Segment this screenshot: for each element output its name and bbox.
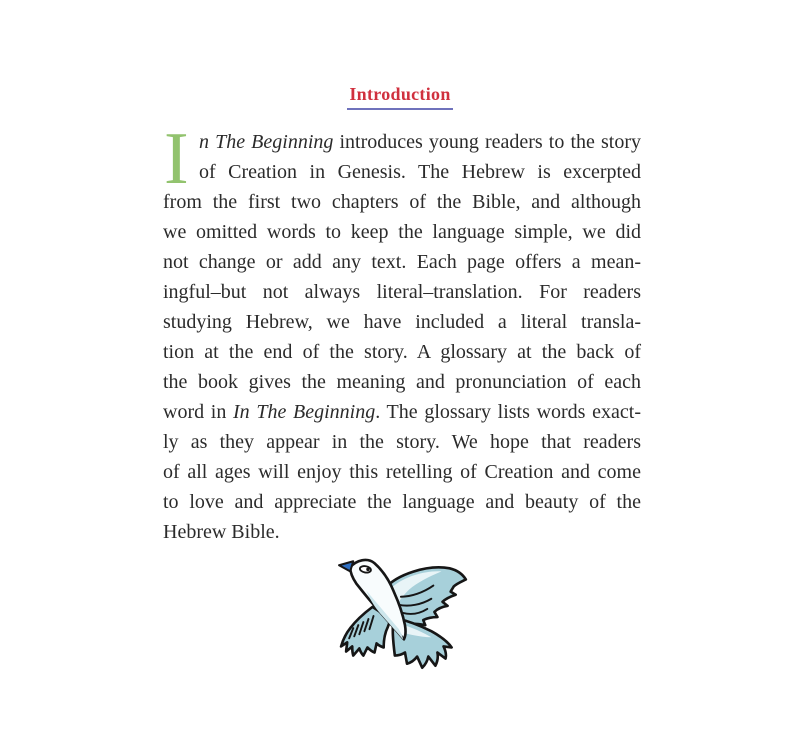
line-text: introduces young readers to the story bbox=[333, 131, 641, 153]
paragraph-line bbox=[163, 217, 641, 247]
line-text: we omitted words to keep the language simple, we did bbox=[163, 221, 641, 243]
line-text: the book gives the meaning and pronunciation of each bbox=[163, 371, 641, 393]
line-text: word in bbox=[163, 401, 234, 423]
book-title-italic: In The Beginning bbox=[233, 401, 376, 423]
line-text: of all ages will enjoy this retelling of Creation and come bbox=[163, 461, 641, 483]
paragraph-line bbox=[163, 457, 641, 487]
line-text: to love and appreciate the language and beauty of the bbox=[163, 491, 641, 513]
section-title: Introduction bbox=[347, 84, 452, 110]
section-heading bbox=[0, 84, 800, 110]
paragraph-line bbox=[163, 247, 641, 277]
book-title-italic: n The Beginning bbox=[199, 131, 334, 153]
line-text: of Creation in Genesis. The Hebrew is excerpted bbox=[199, 161, 641, 183]
paragraph-line bbox=[163, 517, 641, 547]
introduction-paragraph bbox=[163, 118, 641, 547]
bird-beak bbox=[339, 561, 353, 571]
paragraph-line bbox=[163, 367, 641, 397]
line-text: studying Hebrew, we have included a literal transla- bbox=[163, 311, 641, 333]
line-text: . The glossary lists words exact- bbox=[375, 401, 641, 423]
paragraph-line bbox=[163, 307, 641, 337]
line-text: from the first two chapters of the Bible, and although bbox=[163, 191, 641, 213]
paragraph-line bbox=[163, 157, 641, 187]
paragraph-line bbox=[163, 187, 641, 217]
paragraph-line bbox=[163, 277, 641, 307]
line-text: Hebrew Bible. bbox=[163, 521, 280, 543]
line-text: tion at the end of the story. A glossary at the back of bbox=[163, 341, 641, 363]
bird-pupil bbox=[366, 568, 369, 571]
flying-bird-icon bbox=[336, 556, 478, 676]
paragraph-line bbox=[163, 397, 641, 427]
line-text: not change or add any text. Each page offers a mean- bbox=[163, 251, 641, 273]
line-text: ly as they appear in the story. We hope that readers bbox=[163, 431, 641, 453]
paragraph-lines bbox=[163, 127, 641, 547]
line-text: ingful–but not always literal–translation. For readers bbox=[163, 281, 641, 303]
paragraph-line bbox=[163, 487, 641, 517]
drop-cap: I bbox=[164, 118, 189, 200]
bird-illustration bbox=[336, 556, 478, 676]
paragraph-line bbox=[163, 427, 641, 457]
paragraph-line bbox=[163, 337, 641, 367]
paragraph-line bbox=[163, 127, 641, 157]
